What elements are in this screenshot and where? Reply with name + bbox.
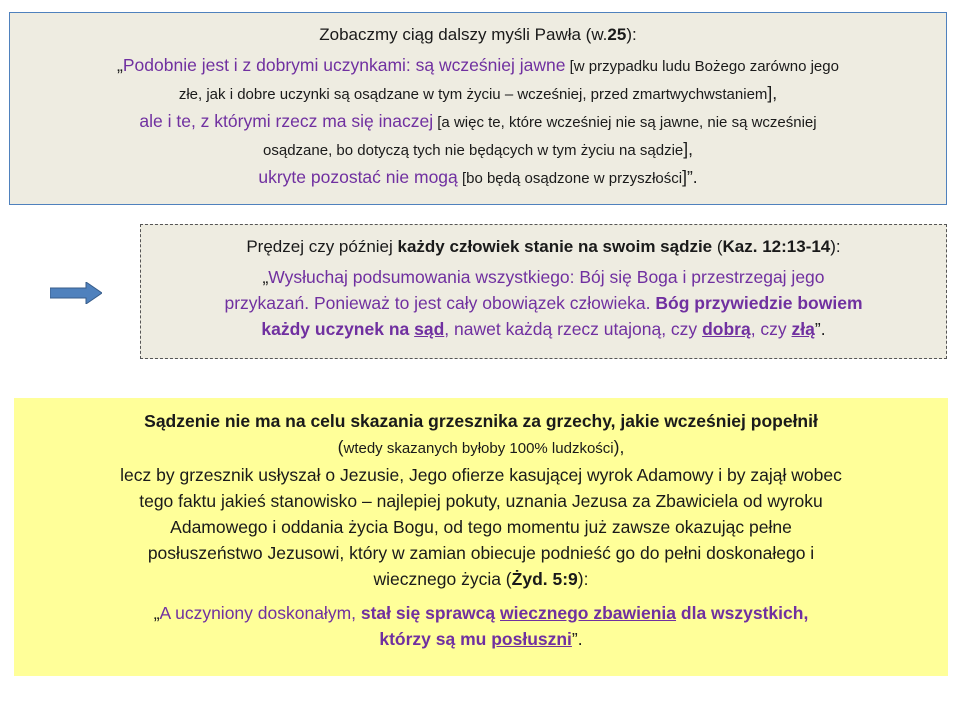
box3-quote-line2: którzy są mu posłuszni”. [379, 629, 583, 649]
box2-quote-line1: „Wysłuchaj podsumowania wszystkiego: Bój się Boga i przestrzegaj jego [262, 267, 825, 287]
box3-heading: Sądzenie nie ma na celu skazania grzesznika za grzechy, jakie wcześniej popełnił [144, 411, 818, 431]
box3-quote-line1: „A uczyniony doskonałym, stał się sprawcą wiecznego zbawienia dla wszystkich, [153, 603, 809, 623]
box1-line3: ale i te, z którymi rzecz ma się inaczej [a więc te, które wcześniej nie są jawne, nie są wcześniej [139, 111, 817, 131]
box2-title: Prędzej czy później każdy człowiek stanie na swoim sądzie (Kaz. 12:13-14): [246, 237, 841, 256]
box3-body-line3: Adamowego i oddania życia Bogu, od tego momentu już zawsze okazując pełne [170, 517, 792, 537]
box1-line1: „Podobnie jest i z dobrymi uczynkami: są wcześniej jawne [w przypadku ludu Bożego zarówno jego [117, 55, 839, 75]
box3-body-line1: lecz by grzesznik usłyszał o Jezusie, Jego ofierze kasującej wyrok Adamowy i by zajął wobec [120, 465, 842, 485]
box1-title: Zobaczmy ciąg dalszy myśli Pawła (w.25): [319, 25, 637, 44]
box3-body-line4: posłuszeństwo Jezusowi, który w zamian obiecuje podnieść go do pełni doskonałego i [147, 543, 815, 563]
box1-line4: osądzane, bo dotyczą tych nie będących w tym życiu na sądzie], [263, 139, 693, 159]
right-arrow-icon [50, 282, 102, 304]
box3-paren: (wtedy skazanych byłoby 100% ludzkości), [337, 437, 625, 457]
quote-box-ecclesiastes [140, 224, 947, 359]
box1-line5: ukryte pozostać nie mogą [bo będą osądzone w przyszłości]”. [258, 167, 698, 187]
box3-body-line5: wiecznego życia (Żyd. 5:9): [373, 569, 589, 589]
box1-line2: złe, jak i dobre uczynki są osądzane w tym życiu – wcześniej, przed zmartwychwstaniem], [178, 83, 778, 103]
summary-box [14, 398, 948, 676]
quote-box-paul [9, 12, 947, 205]
box3-body-line2: tego faktu jakieś stanowisko – najlepiej pokuty, uznania Jezusa za Zbawiciela od wyroku [139, 491, 823, 511]
box2-quote-line3: każdy uczynek na sąd, nawet każdą rzecz utajoną, czy dobrą, czy złą”. [261, 319, 826, 339]
box2-quote-line2: przykazań. Ponieważ to jest cały obowiązek człowieka. Bóg przywiedzie bowiem [224, 293, 863, 313]
